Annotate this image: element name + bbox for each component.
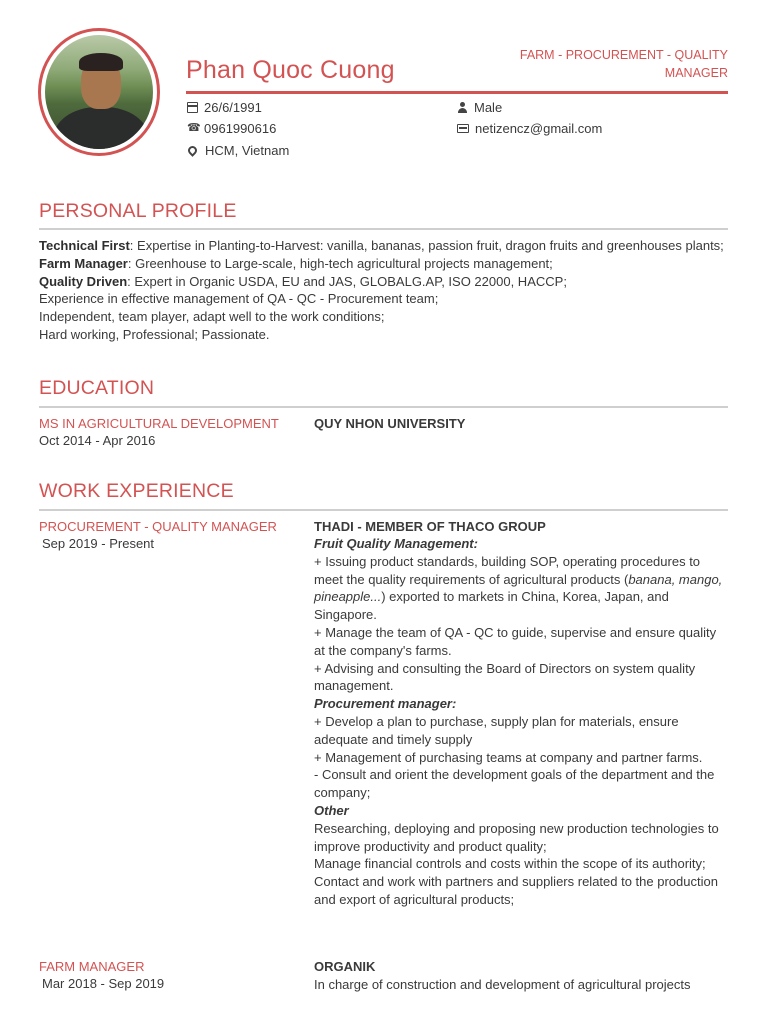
profile-line: Quality Driven: Expert in Organic USDA, EU and JAS, GLOBALG.AP, ISO 22000, HACCP; [39,273,567,289]
phone-value: 0961990616 [204,121,277,136]
job-bullet: Contact and work with partners and suppliers related to the production and export of agricultural products; [314,874,718,907]
phone-icon [187,123,198,134]
map-marker-icon [186,144,199,157]
job-bullet: + Develop a plan to purchase, supply plan for materials, ensure adequate and timely supply [314,713,679,747]
section-divider [39,509,728,511]
profile-photo-image [45,35,153,149]
job-company: THADI - MEMBER OF THACO GROUP [314,519,546,534]
personal-profile-text [39,237,729,344]
job-description [314,535,729,909]
email-value[interactable]: netizencz@gmail.com [475,121,603,136]
contact-gender [457,100,502,115]
profile-line: Experience in effective management of QA - QC - Procurement team; [39,291,439,307]
job-bullet: + Manage the team of QA - QC to guide, supervise and ensure quality at the company's farms. [314,624,717,658]
job-dates: Mar 2018 - Sep 2019 [42,976,165,991]
dob-value: 26/6/1991 [204,100,262,115]
job-subheading: Fruit Quality Management: [314,536,478,551]
header-divider [186,91,728,94]
job-headline: FARM - PROCUREMENT - QUALITY MANAGER [519,48,728,80]
section-divider [39,406,728,408]
profile-line: Independent, team player, adapt well to the work conditions; [39,309,385,325]
gender-value: Male [474,100,503,115]
section-title-work-experience: WORK EXPERIENCE [39,480,234,502]
calendar-icon [187,102,198,113]
education-dates: Oct 2014 - Apr 2016 [39,433,156,448]
job-bullet: + Management of purchasing teams at company and partner farms. [314,749,703,765]
job-dates: Sep 2019 - Present [42,536,155,551]
profile-line: Farm Manager: Greenhouse to Large-scale, high-tech agricultural projects management; [39,255,553,271]
job-bullet: Manage financial controls and costs within the scope of its authority; [314,856,706,872]
section-title-personal-profile: PERSONAL PROFILE [39,200,237,222]
job-title: FARM MANAGER [39,959,145,974]
location-value: HCM, Vietnam [205,143,290,158]
contact-email [457,121,602,136]
education-school: QUY NHON UNIVERSITY [314,416,466,431]
contact-location [187,143,289,158]
profile-line: Hard working, Professional; Passionate. [39,326,270,342]
job-bullet: + Advising and consulting the Board of Directors on system quality management. [314,660,696,694]
job-title: PROCUREMENT - QUALITY MANAGER [39,519,277,534]
profile-line: Technical First: Expertise in Planting-to-Harvest: vanilla, bananas, passion fruit, dragon fruits and greenhouses plants; [39,238,724,253]
job-bullet: Researching, deploying and proposing new production technologies to improve productivity and product quality; [314,820,719,854]
education-degree: MS IN AGRICULTURAL DEVELOPMENT [39,416,279,431]
profile-photo [38,28,160,156]
section-title-education: EDUCATION [39,377,155,399]
job-bullet: - Consult and orient the development goals of the department and the company; [314,767,715,801]
envelope-icon [457,124,469,133]
job-subheading: Other [314,802,349,818]
job-subheading: Procurement manager: [314,696,457,712]
user-icon [457,102,468,113]
job-description [314,976,729,994]
contact-phone [187,121,276,136]
section-divider [39,228,728,230]
job-bullet: + Issuing product standards, building SOP, operating procedures to meet the quality requirements of agricultural products (banana, mango, pineapple...) exported to markets in China, Korea, Japan, and Singapore. [314,553,723,623]
candidate-name: Phan Quoc Cuong [186,56,395,84]
job-company: ORGANIK [314,959,376,974]
job-bullet: In charge of construction and development of agricultural projects [314,977,691,992]
contact-dob [187,100,262,115]
